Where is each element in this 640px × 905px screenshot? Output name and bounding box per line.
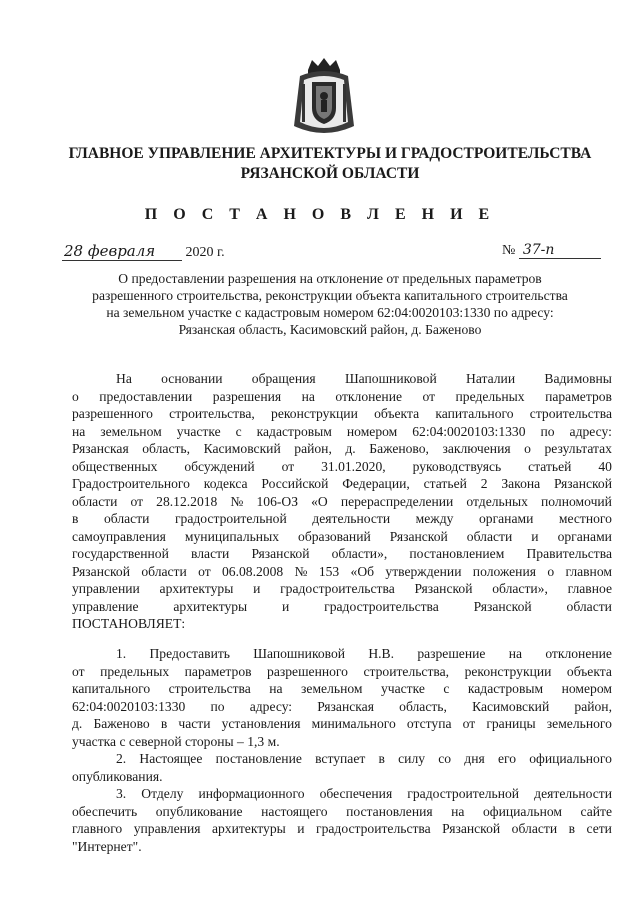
organization-name-line2: РЯЗАНСКОЙ ОБЛАСТИ [240,165,420,182]
word: постановление [215,751,302,766]
word: органами [557,528,612,544]
preamble-paragraph [72,370,612,633]
body-line [72,388,612,406]
word: градостроительства [280,581,395,596]
word: земельном [301,681,363,696]
word: муниципальных [184,528,280,544]
word: в [72,511,79,526]
item1-line [72,663,612,681]
body-line [72,405,612,423]
word: обеспечения [319,786,393,801]
word: градостроительства [316,821,431,836]
word: области [566,598,612,614]
word: о [72,388,79,404]
subject-line: на земельном участке с кадастровым номером 62:04:0020103:1330 по адресу: [106,305,554,320]
word: Баженово, [369,441,429,456]
word: 40 [598,458,612,474]
word: области [141,563,187,579]
word: номером [561,681,612,696]
word: Закона [501,476,541,491]
word: Шапошниковой [344,371,437,386]
word: Федерации, [342,476,410,491]
word: Рязанской [554,476,612,491]
word: Касимовский [472,698,550,714]
item3-line [72,820,612,838]
word: органами [478,511,534,526]
word: Правительства [526,546,612,561]
body-line [72,580,612,598]
word: дня [464,751,485,766]
word: 153 [318,563,340,579]
word: на [72,423,86,439]
word: от [462,716,476,731]
word: официальном [483,803,562,819]
word: на [301,388,315,404]
item1-line: участка с северной стороны – 1,3 м. [72,733,280,749]
word: 2. [116,751,127,766]
body-line [72,598,612,616]
date-year: 2020 г. [185,245,225,260]
word: Рязанской [389,528,448,544]
word: вступает [315,751,366,766]
word: градостроительной [174,511,287,526]
word: предоставлении [99,388,193,404]
body-line [72,458,612,476]
decree-items [72,645,612,855]
word: кадастровым [256,423,332,439]
word: на [269,681,283,696]
word: от [72,663,85,679]
item2-line [72,750,612,768]
word: сайте [580,803,612,819]
word: области [72,493,118,509]
word: разрешенного [72,406,153,421]
word: по [540,423,555,439]
word: сети [586,821,612,836]
word: Вадимовны [544,371,612,386]
word: от [281,458,295,474]
word: архитектуры [173,598,248,614]
word: главное [567,581,612,596]
item1-line [72,680,612,698]
body-line [72,493,612,511]
word: 106-ОЗ [256,493,299,509]
item2-line: опубликования. [72,768,163,784]
word: с [443,681,450,696]
word: в [568,821,576,836]
word: установления [221,716,301,731]
word: 62:04:0020103:1330 [72,698,186,714]
word: район, [574,698,612,714]
word: полномочий [541,493,612,509]
coat-of-arms-icon [290,56,358,140]
word: Рязанская [317,698,374,714]
item3-line [72,803,612,821]
word: области», [331,546,388,561]
word: градостроительства [324,598,439,614]
item1-line [72,645,612,663]
word: Наталии [466,371,516,386]
word: адресу: [249,698,293,714]
word: реконструкции [464,663,552,679]
word: адресу: [569,423,612,439]
word: «Об [350,563,375,579]
word: Рязанской [251,546,310,561]
document-type-title: П О С Т А Н О В Л Е Н И Е [144,206,496,223]
word: области [466,528,513,544]
word: управлении [72,581,140,596]
word: Шапошниковой [253,646,346,661]
word: информационного [198,786,305,801]
word: общественных [72,458,158,474]
word: № [294,563,308,579]
word: власти [191,546,230,561]
word: разрешения [212,388,282,404]
word: Рязанской [414,581,473,596]
word: архитектуры [159,581,234,596]
word: д. [345,441,356,456]
word: части [178,716,211,731]
subject-line: О предоставлении разрешения на отклонение от предельных параметров [118,271,542,286]
word: отклонение [545,646,612,661]
word: и [253,581,261,596]
word: по [210,698,225,714]
word: градостроительной [407,786,520,801]
word: 2 [480,476,488,491]
word: Российской [261,476,329,491]
word: строительства [168,681,251,696]
word: капитального [72,681,151,696]
word: и [531,528,539,544]
word: на [451,803,465,819]
item1-line [72,698,612,716]
word: область, [399,698,447,714]
word: Рязанская [72,441,129,456]
word: с [235,423,242,439]
word: обращения [251,371,316,386]
word: от [130,493,144,509]
word: земельного [546,716,612,731]
word: кадастровым [467,681,544,696]
word: Рязанской [442,821,501,836]
word: обсуждений [184,458,255,474]
word: главного [72,821,123,836]
word: настоящего [261,803,328,819]
document-date [62,242,225,261]
word: номером [346,423,398,439]
word: и [282,598,290,614]
word: со [438,751,452,766]
decree-keyword: ПОСТАНОВЛЯЕТ: [72,616,186,631]
word: Настоящее [139,751,203,766]
word: 28.12.2018 [156,493,218,509]
word: д. [72,716,83,731]
word: объекта [566,663,612,679]
word: статьей [528,458,572,474]
word: параметров [545,388,612,404]
word: и [297,821,305,836]
word: архитектуры [211,821,286,836]
word: 31.01.2020, [321,458,386,474]
word: образований [298,528,371,544]
word: результатах [544,441,612,456]
word: область, [142,441,191,456]
word: № [230,493,244,509]
word: от [198,563,211,579]
word: о [547,563,555,579]
word: положения [472,563,536,579]
word: 1. [116,646,127,661]
word: Баженово [93,716,150,731]
word: отдельных [466,493,528,509]
word: постановлением [409,546,505,561]
word: между [415,511,454,526]
word: минимального [311,716,396,731]
word: управления [133,821,201,836]
word: отклонение [335,388,403,404]
word: участке [380,681,425,696]
word: заключения [442,441,511,456]
word: области [103,511,150,526]
word: 3. [116,786,127,801]
word: о [524,441,531,456]
word: местного [558,511,612,526]
word: области [511,821,558,836]
word: Рязанской [72,563,130,579]
word: район, [294,441,332,456]
word: Предоставить [149,646,231,661]
word: деятельности [312,511,391,526]
word: строительства, [169,406,255,421]
word: государственной [72,546,169,561]
word: 62:04:0020103:1330 [412,423,526,439]
word: утверждении [385,563,462,579]
word: Н.В. [368,646,395,661]
word: главном [565,563,612,579]
word: от [422,388,436,404]
word: основании [161,371,223,386]
document-subject [80,270,580,338]
word: деятельности [534,786,612,801]
item1-line [72,715,612,733]
word: отступа [406,716,452,731]
body-line [72,423,612,441]
word: строительства, [363,663,450,679]
word: в [378,751,385,766]
word: его [497,751,517,766]
word: капитального [435,406,514,421]
word: На [116,371,132,386]
word: силу [398,751,426,766]
word: официального [529,751,612,766]
number-prefix: № [502,243,516,258]
document-number [502,242,601,259]
word: границы [486,716,536,731]
word: разрешенного [267,663,348,679]
word: земельном [100,423,162,439]
body-line [72,545,612,563]
body-line [72,370,612,388]
word: реконструкции [271,406,358,421]
item3-line: "Интернет". [72,838,142,854]
subject-line: разрешенного строительства, реконструкции объекта капитального строительства [92,288,568,303]
word: предельных [100,663,170,679]
handwritten-number: 37-п [519,242,601,259]
word: Отделу [141,786,184,801]
body-line [72,475,612,493]
word: разрешение [417,646,486,661]
word: обеспечить [72,803,138,819]
word: в [160,716,168,731]
word: области», [492,581,548,596]
item3-line [72,785,612,803]
body-line [72,528,612,546]
subject-line: Рязанская область, Касимовский район, д. Баженово [178,322,482,337]
body-line [72,563,612,581]
word: параметров [184,663,252,679]
word: постановления [346,803,433,819]
word: статьей [423,476,467,491]
word: самоуправления [72,528,166,544]
word: Касимовский [203,441,281,456]
body-line [72,440,612,458]
word: кодекса [203,476,248,491]
word: предельных [455,388,525,404]
word: на [508,646,523,661]
word: управление [72,598,139,614]
word: руководствуясь [412,458,502,474]
word: строительства [529,406,612,421]
handwritten-date: 28 февраля [62,242,182,261]
word: участке [176,423,221,439]
word: перераспределении [340,493,454,509]
body-line [72,510,612,528]
word: 06.08.2008 [222,563,284,579]
word: «О [311,493,328,509]
word: объекта [374,406,420,421]
word: Градостроительного [72,476,190,491]
word: опубликование [155,803,243,819]
organization-name-line1: ГЛАВНОЕ УПРАВЛЕНИЕ АРХИТЕКТУРЫ И ГРАДОСТРОИТЕЛЬСТВА [68,145,592,162]
word: Рязанской [473,598,532,614]
